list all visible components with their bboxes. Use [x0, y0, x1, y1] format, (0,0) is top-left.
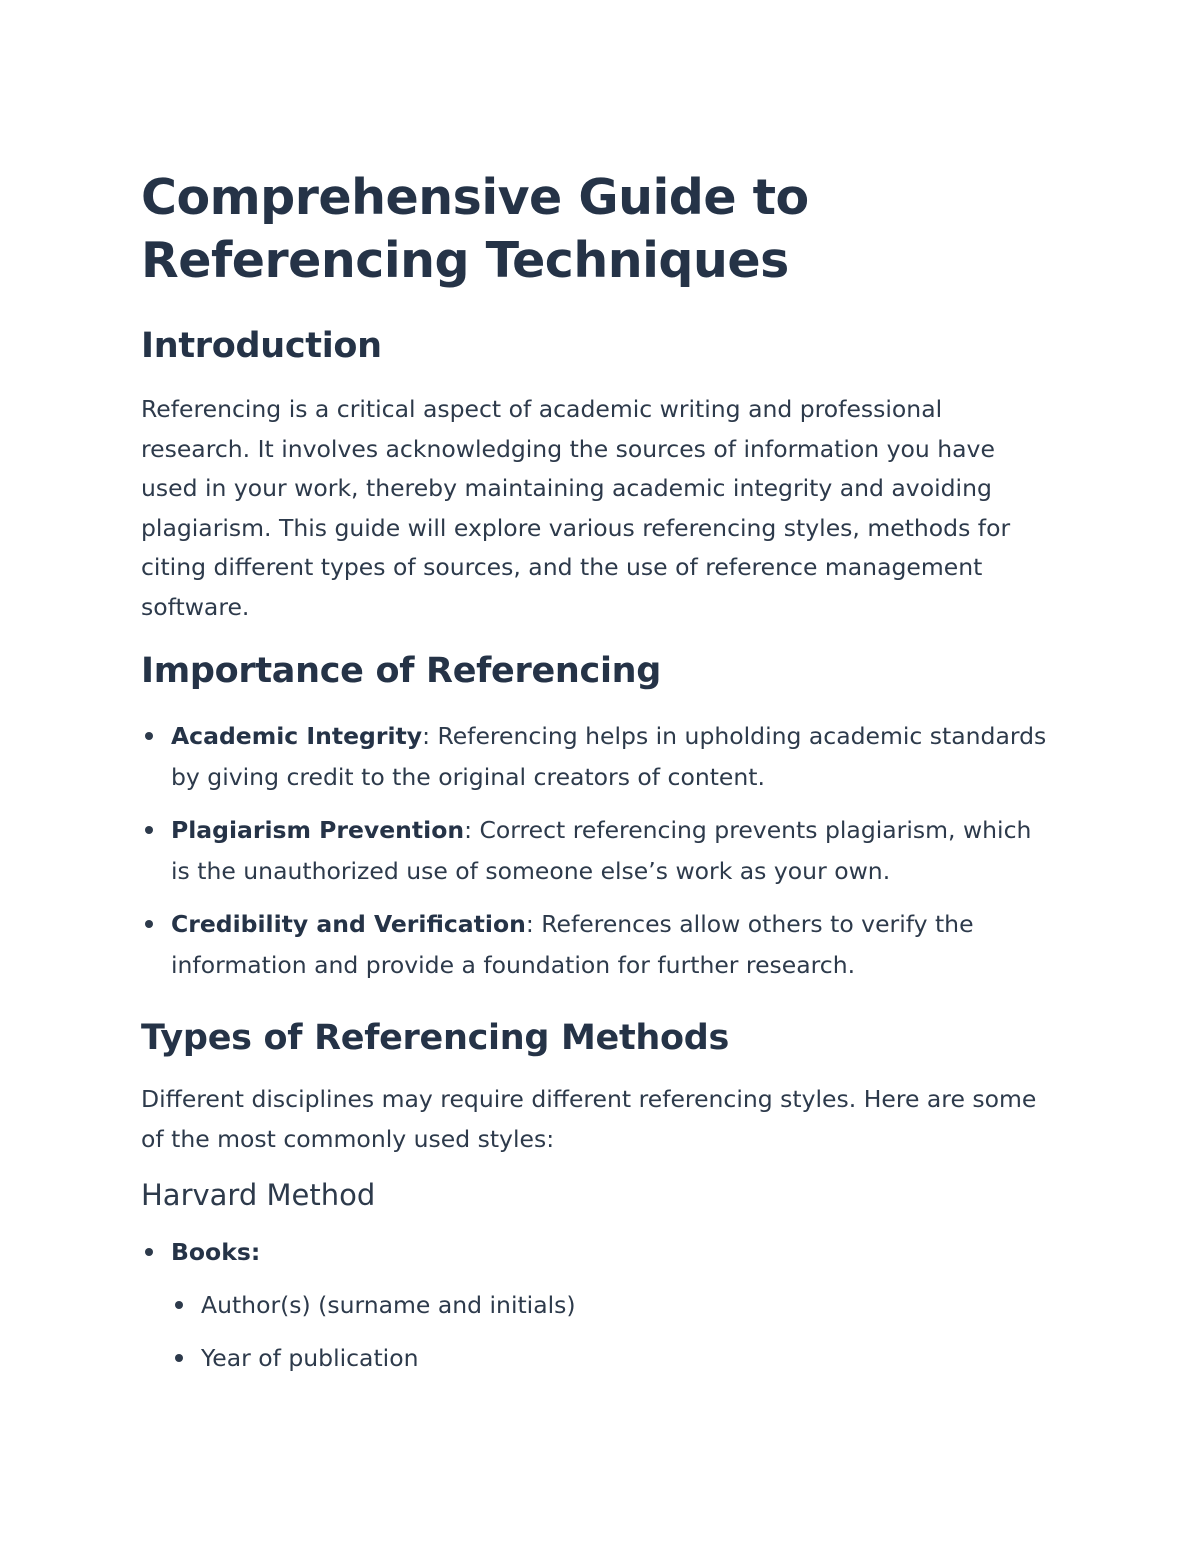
- bullet-icon: [175, 1354, 183, 1362]
- bullet-icon: [175, 1301, 183, 1309]
- document-title: Comprehensive Guide to Referencing Techniques: [141, 169, 809, 289]
- books-sub-list: [171, 1285, 1050, 1379]
- importance-heading: Importance of Referencing: [141, 651, 662, 691]
- bullet-icon: [145, 920, 153, 928]
- list-item-term: Academic Integrity: [171, 722, 423, 750]
- list-item: [141, 904, 1050, 986]
- types-heading: Types of Referencing Methods: [141, 1018, 730, 1058]
- list-item: [171, 1338, 1050, 1379]
- list-item: [141, 810, 1050, 892]
- list-item-term: Credibility and Verification: [171, 910, 526, 938]
- list-item: [171, 1285, 1050, 1326]
- introduction-paragraph: Referencing is a critical aspect of academic writing and professional research. It involves acknowledging the sources of information you have used in your work, thereby maintaining academic integrity and avoiding plagiarism. This guide will explore various referencing styles, methods for citing different types of sources, and the use of reference management software.: [141, 395, 1011, 621]
- list-item-text: Year of publication: [201, 1344, 419, 1372]
- list-item-text: Correct referencing prevents plagiarism, which is the unauthorized use of someone else’s work as your own.: [171, 816, 1032, 885]
- harvard-list: [141, 1232, 1050, 1379]
- introduction-heading: Introduction: [141, 326, 382, 366]
- list-item-separator: :: [464, 816, 472, 844]
- list-item-text: Author(s) (surname and initials): [201, 1291, 576, 1319]
- list-item-text: Referencing helps in upholding academic standards by giving credit to the original creators of content.: [171, 722, 1047, 791]
- types-paragraph: Different disciplines may require different referencing styles. Here are some of the most commonly used styles:: [141, 1085, 1037, 1153]
- list-item: [141, 716, 1050, 798]
- list-item: [141, 1232, 1050, 1379]
- list-item-term: Plagiarism Prevention: [171, 816, 465, 844]
- list-item-separator: :: [525, 910, 534, 938]
- list-item-separator: :: [422, 722, 430, 750]
- bullet-icon: [145, 826, 153, 834]
- list-item-text: References allow others to verify the information and provide a foundation for further research.: [171, 910, 974, 979]
- harvard-heading: Harvard Method: [141, 1178, 376, 1212]
- bullet-icon: [145, 732, 153, 740]
- importance-list: [141, 716, 1050, 986]
- books-label: Books:: [171, 1238, 261, 1266]
- bullet-icon: [145, 1248, 153, 1256]
